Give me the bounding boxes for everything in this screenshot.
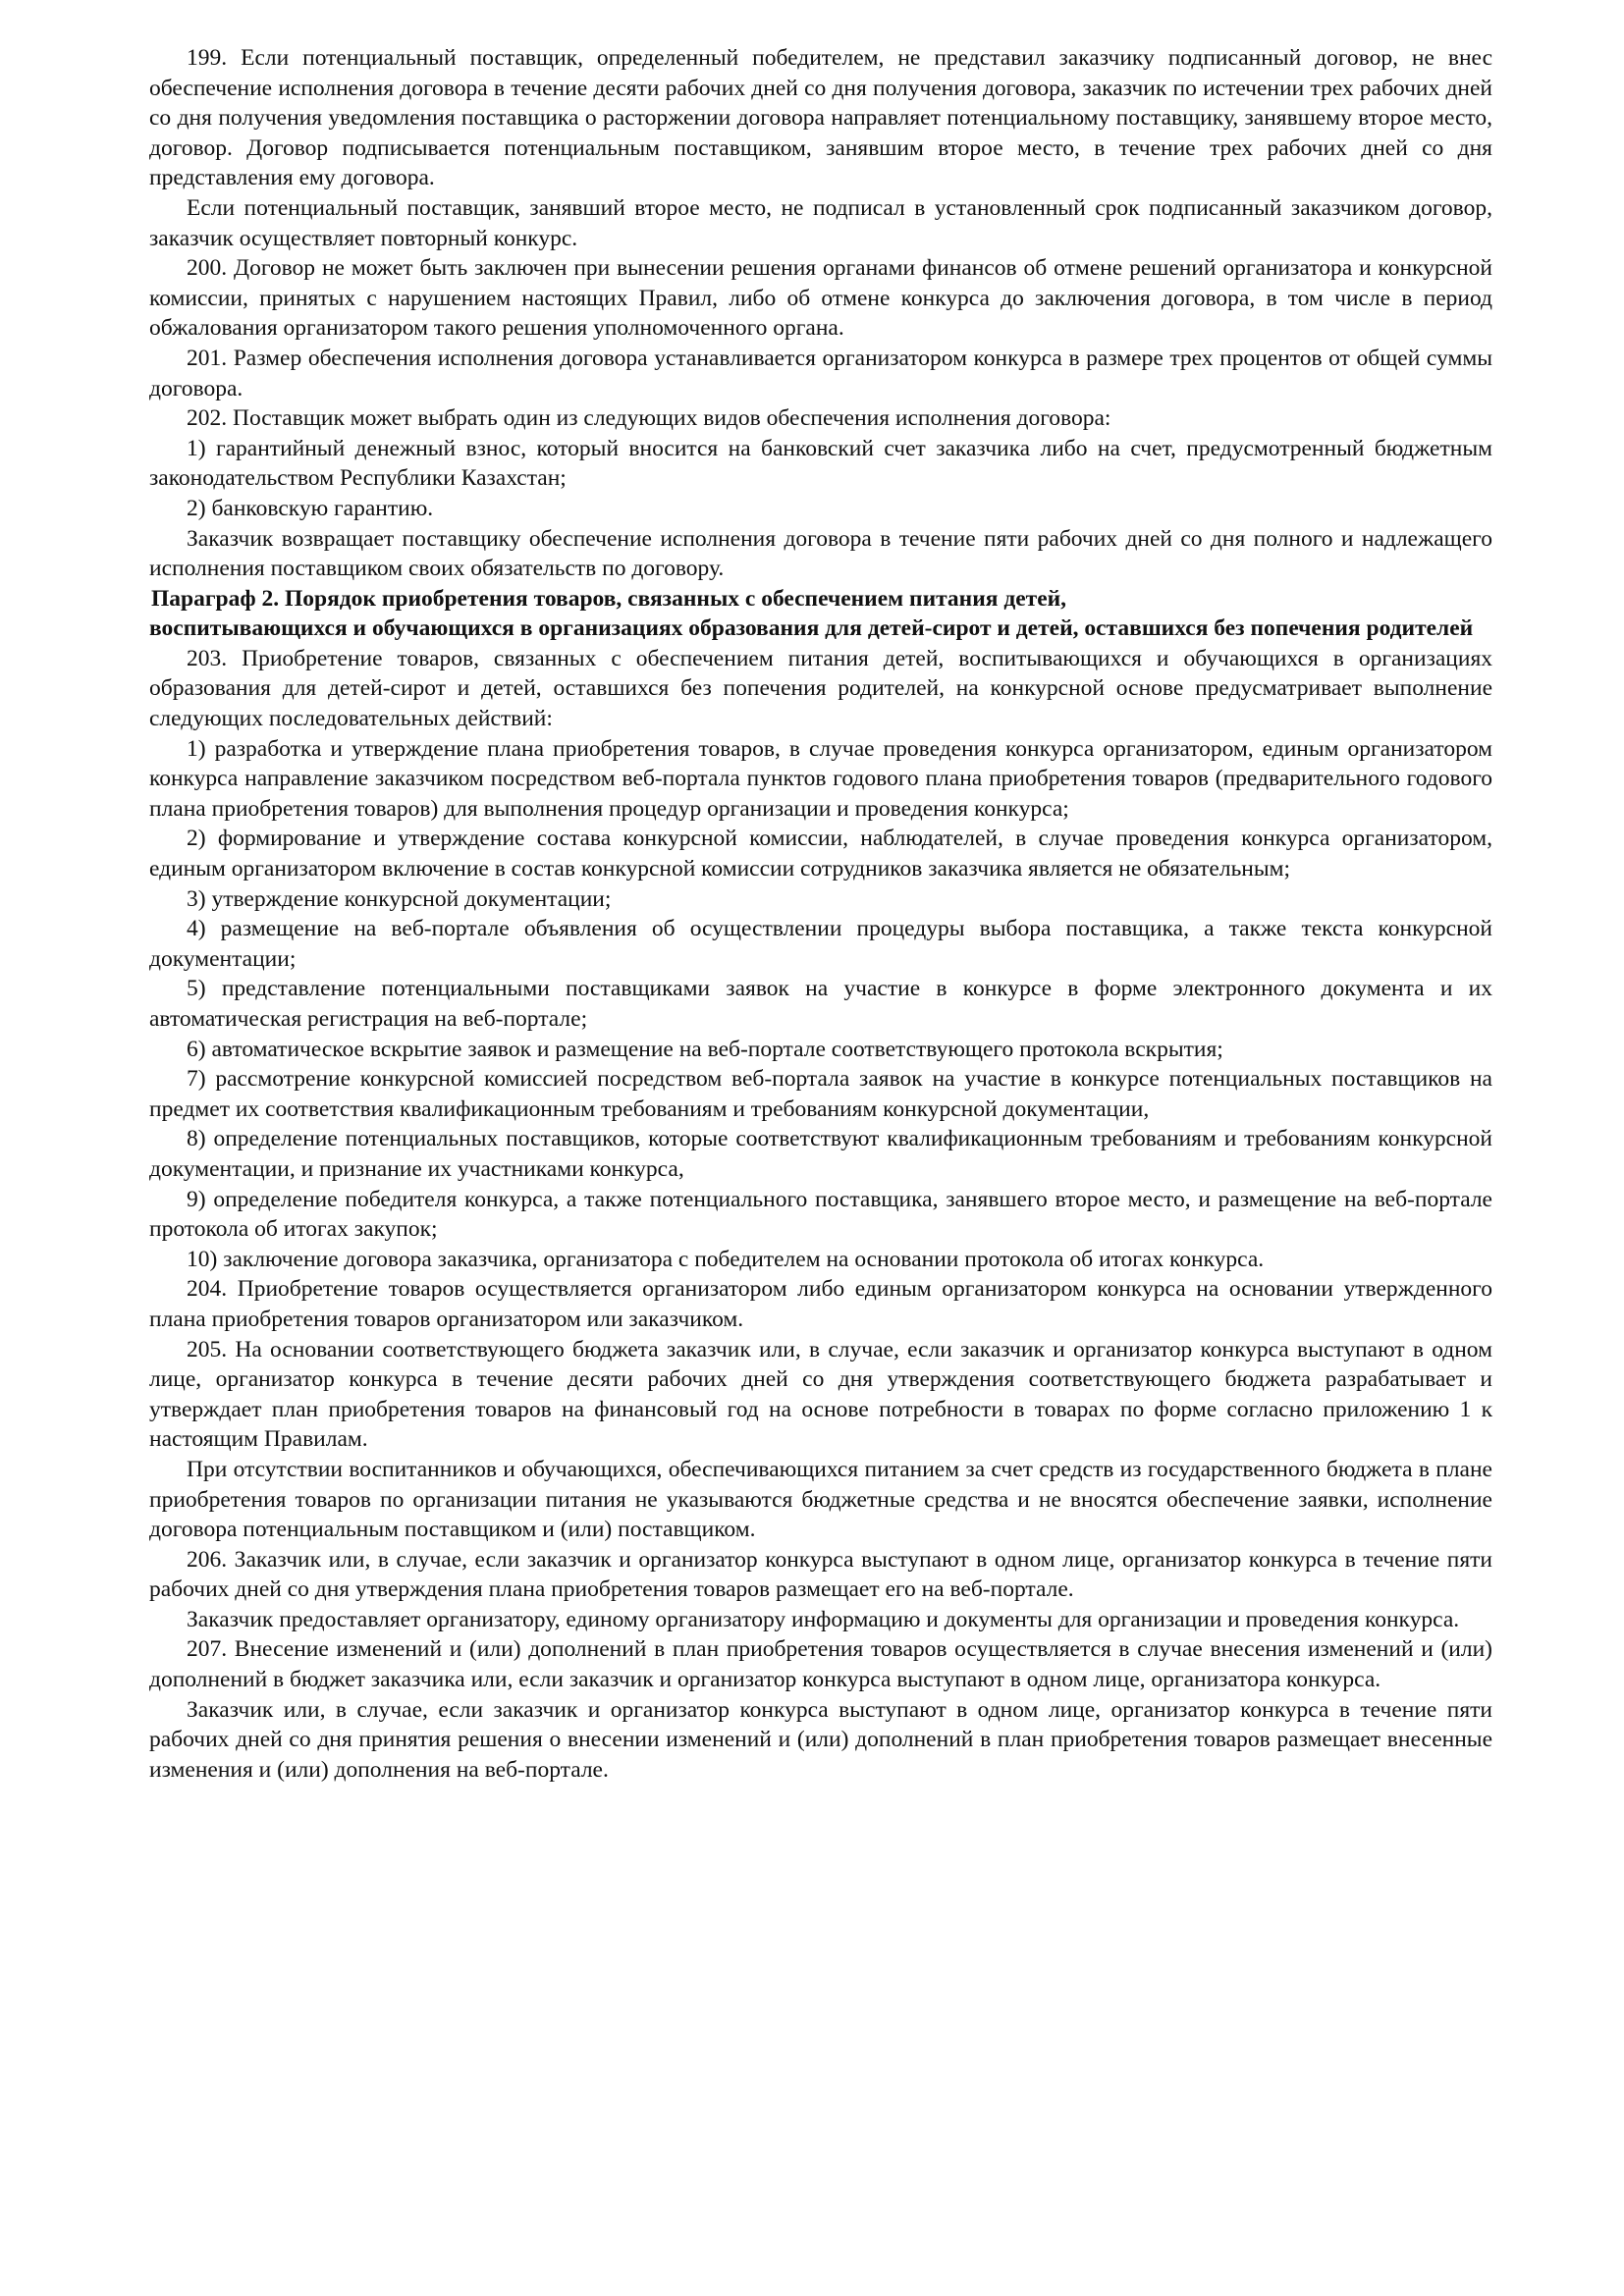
list-item: 7) рассмотрение конкурсной комиссией посредством веб-портала заявок на участие в конкурсе потенциальных поставщиков на предмет их соответствия квалификационным требованиям и требованиям конкурсной документации, (149, 1066, 1492, 1122)
paragraph: 1) гарантийный денежный взнос, который вносится на банковский счет заказчика либо на счет, предусмотренный бюджетным законодательством Республики Казахстан; (149, 435, 1492, 492)
list-item: 3) утверждение конкурсной документации; (187, 885, 612, 912)
paragraph: Заказчик или, в случае, если заказчик и организатор конкурса выступают в одном лице, организатор конкурса в течение пяти рабочих дней со дня принятия решения о внесении изменений и (или) дополнений в план приобретения товаров размещает внесенные изменения и (или) дополнения на веб-портале. (149, 1696, 1492, 1783)
paragraph: 207. Внесение изменений и (или) дополнений в план приобретения товаров осуществляется в случае внесения изменений и (или) дополнений в бюджет заказчика или, если заказчик и организатор конкурса выступают в одном лице, организатора конкурса. (149, 1636, 1492, 1693)
paragraph: Заказчик возвращает поставщику обеспечение исполнения договора в течение пяти рабочих дней со дня полного и надлежащего исполнения поставщиком своих обязательств по договору. (149, 525, 1492, 582)
paragraph: 202. Поставщик может выбрать один из следующих видов обеспечения исполнения договора: (187, 405, 1111, 432)
paragraph: 203. Приобретение товаров, связанных с обеспечением питания детей, воспитывающихся и обучающихся в организациях образования для детей-сирот и детей, оставшихся без попечения родителей, на конкурсной основе предусматривает выполнение следующих последовательных действий: (149, 645, 1492, 732)
list-item: 2) формирование и утверждение состава конкурсной комиссии, наблюдателей, в случае проведения конкурса организатором, единым организатором включение в состав конкурсной комиссии сотрудников заказчика является не обязательным; (149, 826, 1492, 882)
paragraph: 201. Размер обеспечения исполнения договора устанавливается организатором конкурса в размере трех процентов от общей суммы договора. (149, 345, 1492, 401)
paragraph: 205. На основании соответствующего бюджета заказчик или, в случае, если заказчик и организатор конкурса выступают в одном лице, организатор конкурса в течение десяти рабочих дней со дня утверждения соответствующего бюджета разрабатывает и утверждает план приобретения товаров на финансовый год на основе потребности в товарах по форме согласно приложению 1 к настоящим Правилам. (149, 1336, 1492, 1453)
heading-line: Параграф 2. Порядок приобретения товаров, связанных с обеспечением питания детей, (151, 585, 1067, 612)
paragraphs-after (149, 644, 1492, 1786)
paragraph: 2) банковскую гарантию. (187, 495, 434, 521)
paragraph: 200. Договор не может быть заключен при вынесении решения органами финансов об отмене решений организатора и конкурсной комиссии, принятых с нарушением настоящих Правил, либо об отмене конкурса до заключения договора, в том числе в период обжалования организатором такого решения уполномоченного органа. (149, 255, 1492, 342)
list-item: 4) размещение на веб-портале объявления об осуществлении процедуры выбора поставщика, а также текста конкурсной документации; (149, 916, 1492, 972)
list-item: 5) представление потенциальными поставщиками заявок на участие в конкурсе в форме электронного документа и их автоматическая регистрация на веб-портале; (149, 976, 1492, 1032)
list-item: 9) определение победителя конкурса, а также потенциального поставщика, занявшего второе место, и размещение на веб-портале протокола об итогах закупок; (149, 1186, 1492, 1243)
heading-line: воспитывающихся и обучающихся в организациях образования для детей-сирот и детей, оставшихся без попечения родителей (149, 615, 1474, 642)
paragraph: 199. Если потенциальный поставщик, определенный победителем, не представил заказчику подписанный договор, не внес обеспечение исполнения договора в течение десяти рабочих дней со дня получения договора, заказчик по истечении трех рабочих дней со дня получения уведомления поставщика о расторжении договора направляет потенциальному поставщику, занявшему второе место, договор. Договор подписывается потенциальным поставщиком, занявшим второе место, в течение трех рабочих дней со дня представления ему договора. (149, 45, 1492, 191)
list-item: 6) автоматическое вскрытие заявок и размещение на веб-портале соответствующего протокола вскрытия; (187, 1036, 1223, 1062)
list-item: 10) заключение договора заказчика, организатора с победителем на основании протокола об итогах конкурса. (187, 1246, 1265, 1272)
paragraph: Если потенциальный поставщик, занявший второе место, не подписал в установленный срок подписанный заказчиком договор, заказчик осуществляет повторный конкурс. (149, 194, 1492, 251)
paragraph: Заказчик предоставляет организатору, единому организатору информацию и документы для организации и проведения конкурса. (187, 1606, 1460, 1632)
paragraph: При отсутствии воспитанников и обучающихся, обеспечивающихся питанием за счет средств из государственного бюджета в плане приобретения товаров по организации питания не указываются бюджетные средства и не вносятся обеспечение заявки, исполнение договора потенциальным поставщиком и (или) поставщиком. (149, 1456, 1492, 1543)
paragraph: 204. Приобретение товаров осуществляется организатором либо единым организатором конкурса на основании утвержденного плана приобретения товаров организатором или заказчиком. (149, 1276, 1492, 1332)
list-item: 1) разработка и утверждение плана приобретения товаров, в случае проведения конкурса организатором, единым организатором конкурса направление заказчиком посредством веб-портала пунктов годового плана приобретения товаров (предварительного годового плана приобретения товаров) для выполнения процедур организации и проведения конкурса; (149, 735, 1492, 822)
paragraph: 206. Заказчик или, в случае, если заказчик и организатор конкурса выступают в одном лице, организатор конкурса в течение пяти рабочих дней со дня утверждения плана приобретения товаров размещает его на веб-портале. (149, 1546, 1492, 1603)
list-item: 8) определение потенциальных поставщиков, которые соответствуют квалификационным требованиям и требованиям конкурсной документации, и признание их участниками конкурса, (149, 1126, 1492, 1182)
section-heading (149, 584, 1492, 644)
paragraphs-before (149, 43, 1492, 584)
